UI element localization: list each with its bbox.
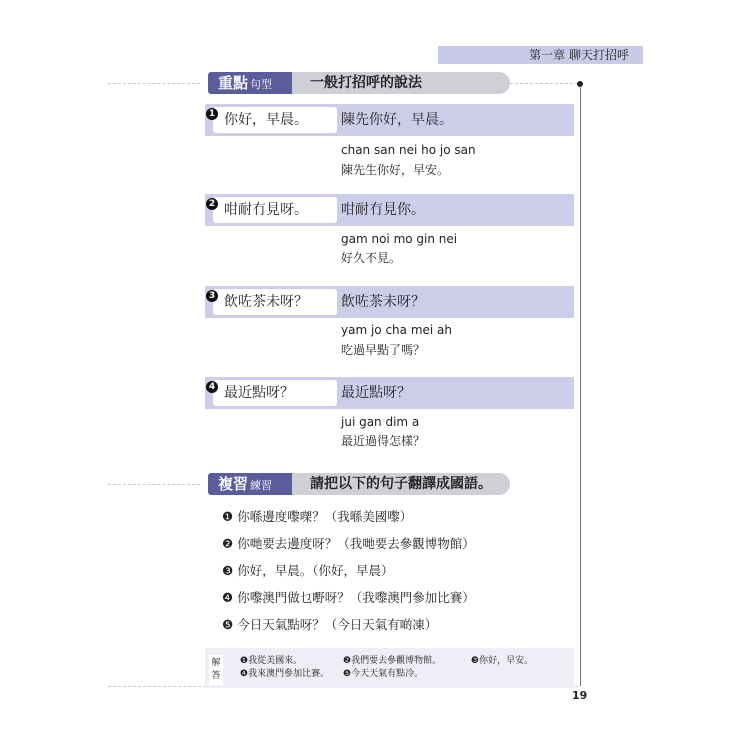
number-badge-2: 2 (206, 198, 218, 210)
exercise-marker: ❹ (222, 590, 234, 605)
number-badge-3: 3 (206, 290, 218, 302)
romanization: jui gan dim a (341, 415, 420, 429)
answer-item-4: ❹我來澳門參加比賽。 (240, 669, 330, 679)
sentence-phrase: 你好，早晨。 (213, 107, 337, 133)
answer-item-1: ❶我從美國來。 (240, 656, 303, 666)
chapter-header: 第一章 聊天打招呼 (438, 46, 643, 64)
sentence-band-1 (205, 104, 574, 136)
meaning: 最近過得怎樣？ (341, 434, 426, 448)
top-dashed-rule-left (108, 83, 200, 84)
sentence-translation: 陳先你好，早晨。 (341, 112, 453, 128)
exercise-item-3 (222, 563, 393, 579)
romanization: yam jo cha mei ah (341, 323, 452, 337)
exercise-item-5 (222, 617, 437, 633)
meaning: 陳先生你好，早安。 (341, 163, 450, 177)
review-badge-main: 複習 (218, 475, 249, 493)
sentence-phrase: 咁耐冇見呀。 (213, 197, 337, 223)
answer-label (209, 655, 223, 685)
page-number: 19 (572, 689, 588, 702)
exercise-marker: ❸ (222, 563, 234, 578)
sentence-phrase: 最近點呀？ (213, 380, 337, 406)
exercise-text: 你喺邊度嚟㗎？（我喺美國嚟） (237, 509, 413, 524)
romanization: chan san nei ho jo san (341, 143, 476, 157)
answer-item-3: ❸你好，早安。 (471, 656, 534, 666)
answer-label-top: 解 (211, 658, 221, 668)
section1-title: 一般打招呼的說法 (292, 72, 510, 94)
answer-label-bottom: 答 (211, 671, 221, 681)
sentence-translation: 最近點呀？ (341, 385, 411, 401)
exercise-item-2 (222, 536, 475, 552)
exercise-marker: ❶ (222, 509, 234, 524)
exercise-text: 今日天氣點呀？（今日天氣有啲凍） (237, 617, 438, 632)
exercise-item-1 (222, 509, 412, 525)
number-badge-1: 1 (206, 108, 218, 120)
answer-item-2: ❷我們要去參觀博物館。 (343, 656, 442, 666)
romanization: gam noi mo gin nei (341, 232, 458, 246)
key-sentence-badge-main: 重點 (218, 74, 249, 92)
exercise-marker: ❺ (222, 617, 234, 632)
exercise-text: 你哋要去邊度呀？（我哋要去參觀博物館） (237, 536, 475, 551)
sentence-band-3 (205, 286, 574, 318)
answer-item-5: ❺今天天氣有點冷。 (343, 669, 424, 679)
exercise-item-4 (222, 590, 475, 606)
exercise-text: 你嚟澳門做乜嘢呀？（我嚟澳門參加比賽） (237, 590, 475, 605)
meaning: 吃過早點了嗎？ (341, 343, 426, 357)
sentence-phrase: 飲咗茶未呀？ (213, 289, 337, 315)
section2-title: 請把以下的句子翻譯成國語。 (292, 473, 510, 495)
top-dashed-rule-right (510, 83, 578, 84)
sentence-band-4 (205, 377, 574, 409)
key-sentence-badge (208, 72, 292, 94)
right-vertical-rule (580, 86, 581, 686)
sentence-band-2 (205, 194, 574, 226)
key-sentence-badge-sub: 句型 (250, 78, 273, 91)
review-badge (208, 473, 292, 495)
exercise-marker: ❷ (222, 536, 234, 551)
mid-dashed-rule-left (108, 484, 200, 485)
exercise-text: 你好，早晨。（你好，早晨） (237, 563, 394, 578)
meaning: 好久不見。 (341, 251, 402, 265)
review-badge-sub: 練習 (250, 479, 273, 492)
number-badge-4: 4 (206, 381, 218, 393)
sentence-translation: 飲咗茶未呀？ (341, 294, 425, 310)
sentence-translation: 咁耐冇見你。 (341, 202, 425, 218)
